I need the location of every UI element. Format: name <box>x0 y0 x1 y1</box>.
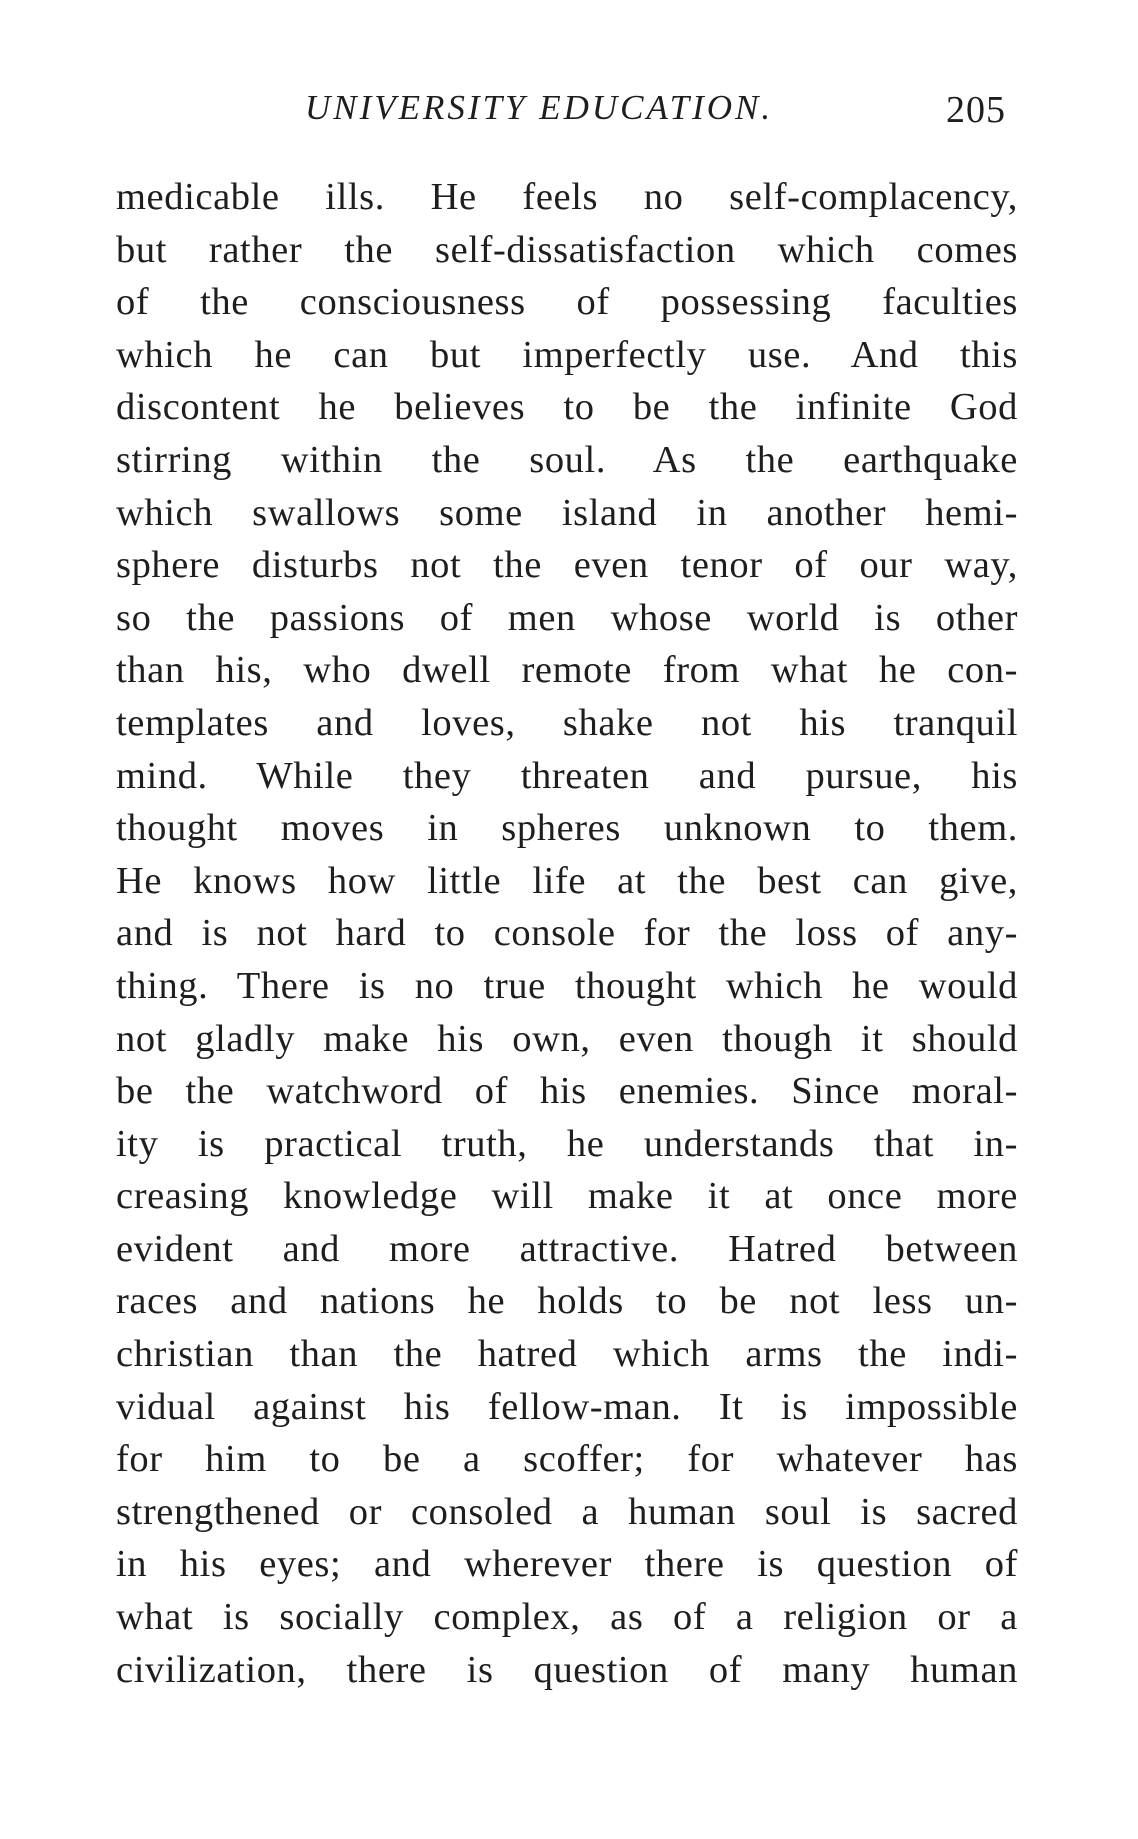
text-line: thought moves in spheres unknown to them. <box>116 807 1018 850</box>
text-line: sphere disturbs not the even tenor of our way, <box>116 544 1018 587</box>
text-line: which he can but imperfectly use. And this <box>116 333 1018 376</box>
text-line: He knows how little life at the best can give, <box>116 859 1018 902</box>
running-head: UNIVERSITY EDUCATION. <box>305 88 774 127</box>
page-number: 205 <box>946 89 1006 131</box>
text-line: be the watchword of his enemies. Since moral- <box>116 1070 1018 1113</box>
body-text <box>116 171 1018 1696</box>
text-line: of the consciousness of possessing faculties <box>116 281 1018 324</box>
text-line: creasing knowledge will make it at once more <box>116 1175 1018 1218</box>
text-line: mind. While they threaten and pursue, his <box>116 754 1018 797</box>
text-line: races and nations he holds to be not less un- <box>116 1280 1018 1323</box>
text-line: what is socially complex, as of a religion or a <box>116 1596 1018 1639</box>
text-line: christian than the hatred which arms the indi- <box>116 1333 1018 1376</box>
text-line: not gladly make his own, even though it should <box>116 1017 1018 1060</box>
text-line: strengthened or consoled a human soul is sacred <box>116 1490 1018 1533</box>
page-header <box>0 88 1138 138</box>
text-line: but rather the self-dissatisfaction which comes <box>116 228 1018 271</box>
text-line: and is not hard to console for the loss of any- <box>116 912 1018 955</box>
text-line: medicable ills. He feels no self-complacency, <box>116 176 1018 218</box>
text-line: templates and loves, shake not his tranquil <box>116 701 1018 744</box>
text-line: vidual against his fellow-man. It is impossible <box>116 1385 1018 1428</box>
text-line: evident and more attractive. Hatred between <box>116 1227 1018 1270</box>
text-line: which swallows some island in another hemi- <box>116 491 1018 534</box>
text-line: ity is practical truth, he understands that in- <box>116 1122 1018 1165</box>
text-line: so the passions of men whose world is other <box>116 596 1018 639</box>
text-line: discontent he believes to be the infinite God <box>116 386 1018 429</box>
text-line: thing. There is no true thought which he would <box>116 964 1018 1007</box>
text-line: civilization, there is question of many human <box>116 1648 1018 1691</box>
text-line: stirring within the soul. As the earthquake <box>116 438 1018 481</box>
text-line: in his eyes; and wherever there is question of <box>116 1543 1018 1586</box>
text-line: for him to be a scoffer; for whatever has <box>116 1438 1018 1481</box>
text-line: than his, who dwell remote from what he con- <box>116 649 1018 692</box>
